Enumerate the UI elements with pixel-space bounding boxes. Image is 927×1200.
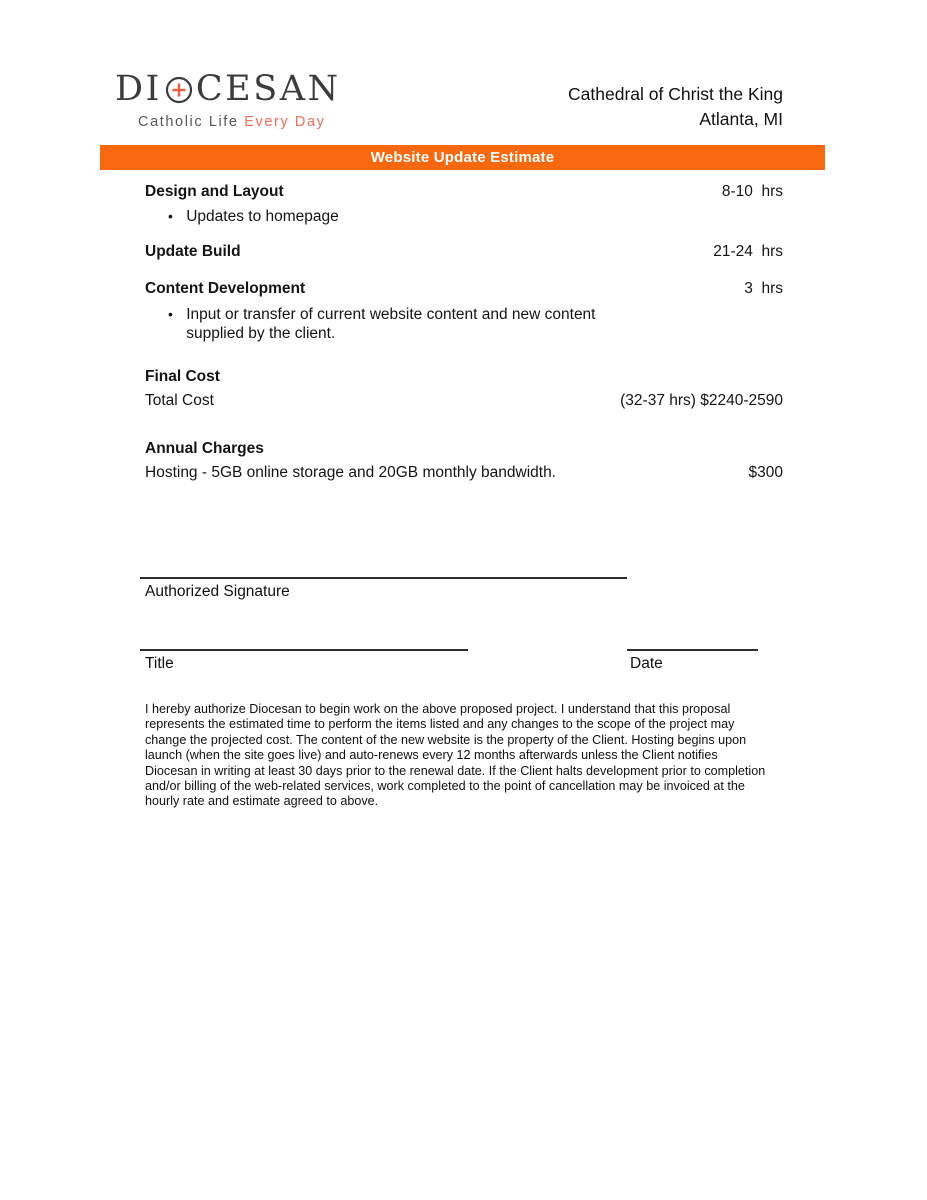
authorization-disclaimer: I hereby authorize Diocesan to begin work on the above proposed project. I understand that this proposal represents the estimated time to perform the items listed and any changes to the scope of the project may change the projected cost. The content of the new website is the property of the Client. Hosting begins upon launch (when the site goes live) and auto-renews every 12 months afterwards unless the Client notifies Diocesan in writing at least 30 days prior to the renewal date. If the Client halts development prior to completion and/or billing of the web-related services, work completed to the point of cancellation may be invoiced at the hourly rate and estimate agreed to above. xyxy=(145,702,766,809)
bullet-text: Updates to homepage xyxy=(186,208,339,225)
hosting-row xyxy=(145,464,783,481)
bullet-item xyxy=(168,305,638,343)
tagline-gray: Catholic Life xyxy=(138,114,245,130)
logo-text-right: CESAN xyxy=(195,69,341,109)
estimate-row-update-build xyxy=(145,243,783,260)
section-title: Content Development xyxy=(145,280,306,297)
tagline-accent: Every Day xyxy=(244,114,326,130)
hosting-value: $300 xyxy=(748,464,783,481)
section-hours: 21-24 hrs xyxy=(713,243,783,260)
annual-charges-heading: Annual Charges xyxy=(145,440,264,457)
section-title: Design and Layout xyxy=(145,183,284,200)
client-name: Cathedral of Christ the King xyxy=(568,84,783,104)
date-label: Date xyxy=(630,655,663,672)
total-cost-value: (32-37 hrs) $2240-2590 xyxy=(620,392,783,409)
circle-cross-icon xyxy=(165,76,193,104)
client-location: Atlanta, MI xyxy=(699,109,783,129)
final-cost-heading: Final Cost xyxy=(145,368,220,385)
logo-tagline xyxy=(138,114,341,130)
authorized-signature-label: Authorized Signature xyxy=(145,583,290,600)
estimate-row-content-development xyxy=(145,280,783,297)
bullet-item xyxy=(168,207,638,226)
section-title: Update Build xyxy=(145,243,241,260)
total-cost-label: Total Cost xyxy=(145,392,214,409)
bullet-text: Input or transfer of current website content and new content supplied by the client. xyxy=(186,306,596,342)
page-title: Website Update Estimate xyxy=(370,149,555,166)
section-hours: 3 hrs xyxy=(744,280,783,297)
client-info xyxy=(568,82,783,132)
title-line xyxy=(140,649,468,651)
total-cost-row xyxy=(145,392,783,409)
title-banner xyxy=(100,145,825,170)
section-hours: 8-10 hrs xyxy=(721,183,783,200)
logo-text-left: DI xyxy=(115,69,162,109)
hosting-label: Hosting - 5GB online storage and 20GB monthly bandwidth. xyxy=(145,464,556,481)
authorized-signature-line xyxy=(140,577,627,579)
title-label: Title xyxy=(145,655,174,672)
logo-wordmark xyxy=(115,69,341,109)
diocesan-logo xyxy=(115,69,341,130)
date-line xyxy=(627,649,758,651)
estimate-row-design-layout xyxy=(145,183,783,200)
